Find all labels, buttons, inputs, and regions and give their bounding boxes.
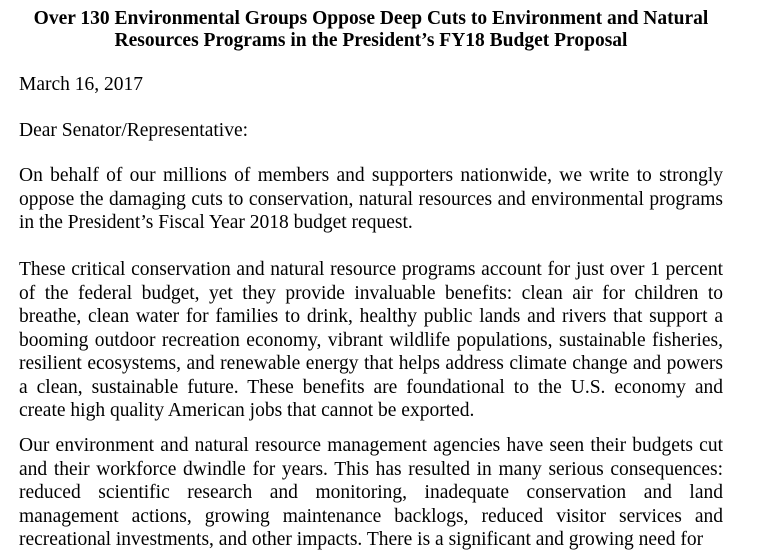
letter-title <box>19 8 723 52</box>
letter-date: March 16, 2017 <box>19 74 144 95</box>
title-line-1: Over 130 Environmental Groups Oppose Deep Cuts to Environment and Natural <box>33 8 709 29</box>
body-paragraph-1: On behalf of our millions of members and supporters nationwide, we write to strongly oppose the damaging cuts to conservation, natural resources and environmental programs in the President’s Fiscal Year 2018 budget request. <box>19 165 723 233</box>
letter-page <box>19 8 723 550</box>
salutation: Dear Senator/Representative: <box>19 120 249 141</box>
body-paragraph-3: Our environment and natural resource management agencies have seen their budgets cut and their workforce dwindle for years. This has resulted in many serious consequences: reduced scientific research and monitoring, inadequate conservation and land management actions, growing maintenance backlogs, reduced visitor services and recreational investments, and other impacts. There is a significant and growing need for <box>19 435 723 550</box>
body-paragraph-2: These critical conservation and natural resource programs account for just over 1 percent of the federal budget, yet they provide invaluable benefits: clean air for children to breathe, clean water for families to drink, healthy public lands and rivers that support a booming outdoor recreation economy, vibrant wildlife populations, sustainable fisheries, resilient ecosystems, and renewable energy that helps address climate change and powers a clean, sustainable future. These benefits are foundational to the U.S. economy and create high quality American jobs that cannot be exported. <box>19 259 723 421</box>
title-line-2: Resources Programs in the President’s FY18 Budget Proposal <box>114 30 628 51</box>
